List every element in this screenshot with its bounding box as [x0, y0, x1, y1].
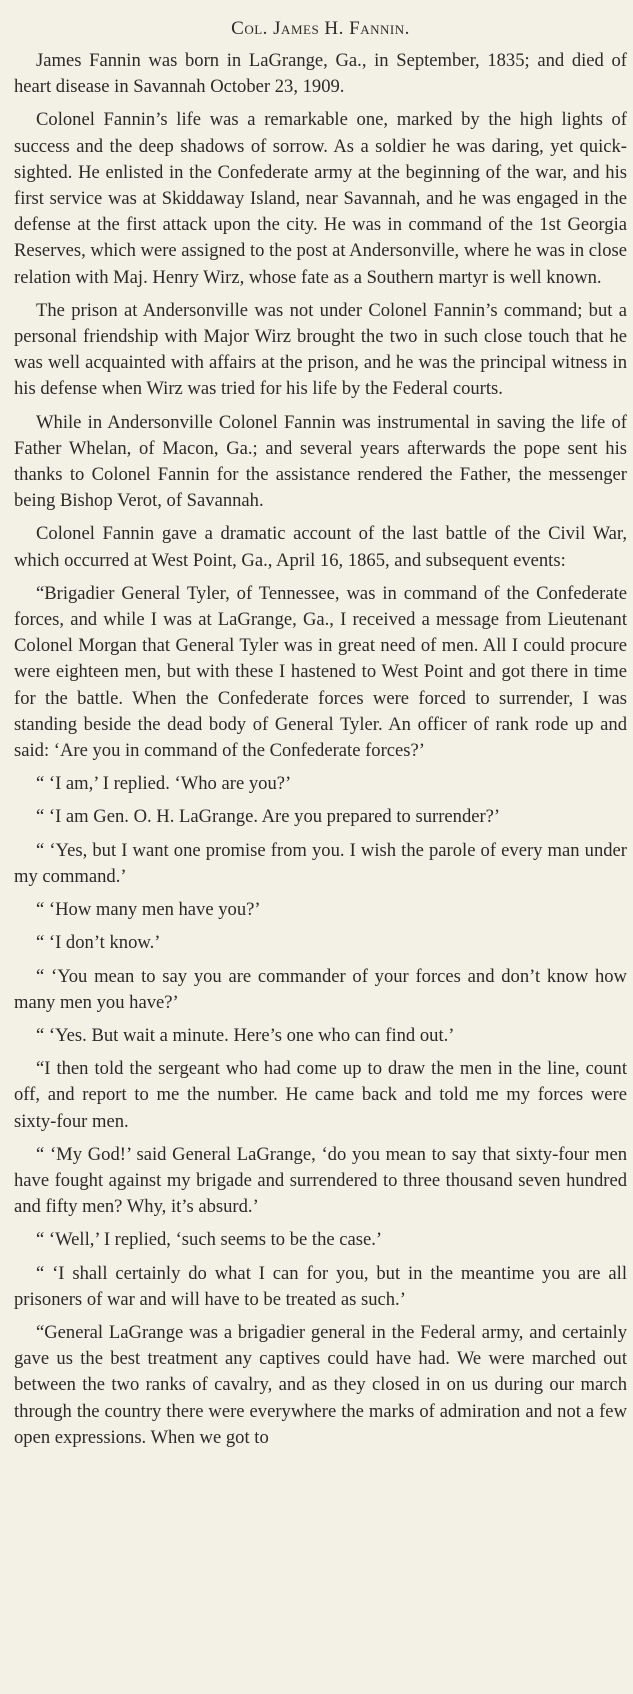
paragraph: “ ‘I shall certainly do what I can for you, but in the meantime you are all prisoners of war and will have to be treated as such.’	[14, 1262, 627, 1310]
paragraph: “ ‘My God!’ said General LaGrange, ‘do you mean to say that sixty-four men have fought against my brigade and surrendered to three thousand seven hundred and fifty men? Why, it’s absurd.’	[14, 1143, 627, 1218]
paragraph: “ ‘How many men have you?’	[36, 899, 261, 921]
paragraph: James Fannin was born in LaGrange, Ga., in September, 1835; and died of heart disease in Savannah October 23, 1909.	[14, 50, 627, 98]
paragraph: “Brigadier General Tyler, of Tennessee, was in command of the Confederate forces, and while I was at LaGrange, Ga., I received a message from Lieutenant Colonel Morgan that General Tyler was in great need of men. All I could procure were eighteen men, but with these I hastened to West Point and got there in time for the battle. When the Confederate forces were forced to surrender, I was standing beside the dead body of General Tyler. An officer of rank rode up and said: ‘Are you in command of the Confederate forces?’	[14, 582, 627, 762]
paragraph: Colonel Fannin gave a dramatic account of the last battle of the Civil War, which occurred at West Point, Ga., April 16, 1865, and subsequent events:	[14, 523, 627, 571]
paragraph: While in Andersonville Colonel Fannin was instrumental in saving the life of Father Whelan, of Macon, Ga.; and several years afterwards the pope sent his thanks to Colonel Fannin for the assistance rendered the Father, the messenger being Bishop Verot, of Savannah.	[14, 411, 627, 512]
paragraph: “ ‘Well,’ I replied, ‘such seems to be the case.’	[36, 1229, 383, 1251]
paragraph: “ ‘I don’t know.’	[36, 932, 161, 954]
paragraph: “ ‘Yes, but I want one promise from you. I wish the parole of every man under my command.’	[14, 839, 627, 887]
article-title: Col. James H. Fannin.	[231, 18, 410, 39]
paragraph: The prison at Andersonville was not under Colonel Fannin’s command; but a personal friendship with Major Wirz brought the two in such close touch that he was well acquainted with affairs at the prison, and he was the principal witness in his defense when Wirz was tried for his life by the Federal courts.	[14, 299, 627, 400]
paragraph: “ ‘Yes. But wait a minute. Here’s one who can find out.’	[36, 1024, 455, 1046]
paragraph: “ ‘I am Gen. O. H. LaGrange. Are you prepared to surrender?’	[36, 806, 501, 828]
paragraph: “ ‘I am,’ I replied. ‘Who are you?’	[36, 773, 292, 795]
paragraph: Colonel Fannin’s life was a remarkable one, marked by the high lights of success and the deep shadows of sorrow. As a soldier he was daring, yet quick-sighted. He enlisted in the Confederate army at the beginning of the war, and his first service was at Skiddaway Island, near Savannah, and he was engaged in the defense at the first attack upon the city. He was in command of the 1st Georgia Reserves, which were assigned to the post at Andersonville, where he was in close relation with Maj. Henry Wirz, whose fate as a Southern martyr is well known.	[14, 109, 627, 288]
paragraph: “ ‘You mean to say you are commander of your forces and don’t know how many men you have?’	[14, 965, 627, 1013]
paragraph: “I then told the sergeant who had come up to draw the men in the line, count off, and report to me the number. He came back and told me my forces were sixty-four men.	[14, 1058, 627, 1132]
paragraph: “General LaGrange was a brigadier general in the Federal army, and certainly gave us the best treatment any captives could have had. We were marched out between the two ranks of cavalry, and as they closed in on us during our march through the country there were everywhere the marks of admiration and not a few open expressions. When we got to	[14, 1321, 627, 1448]
